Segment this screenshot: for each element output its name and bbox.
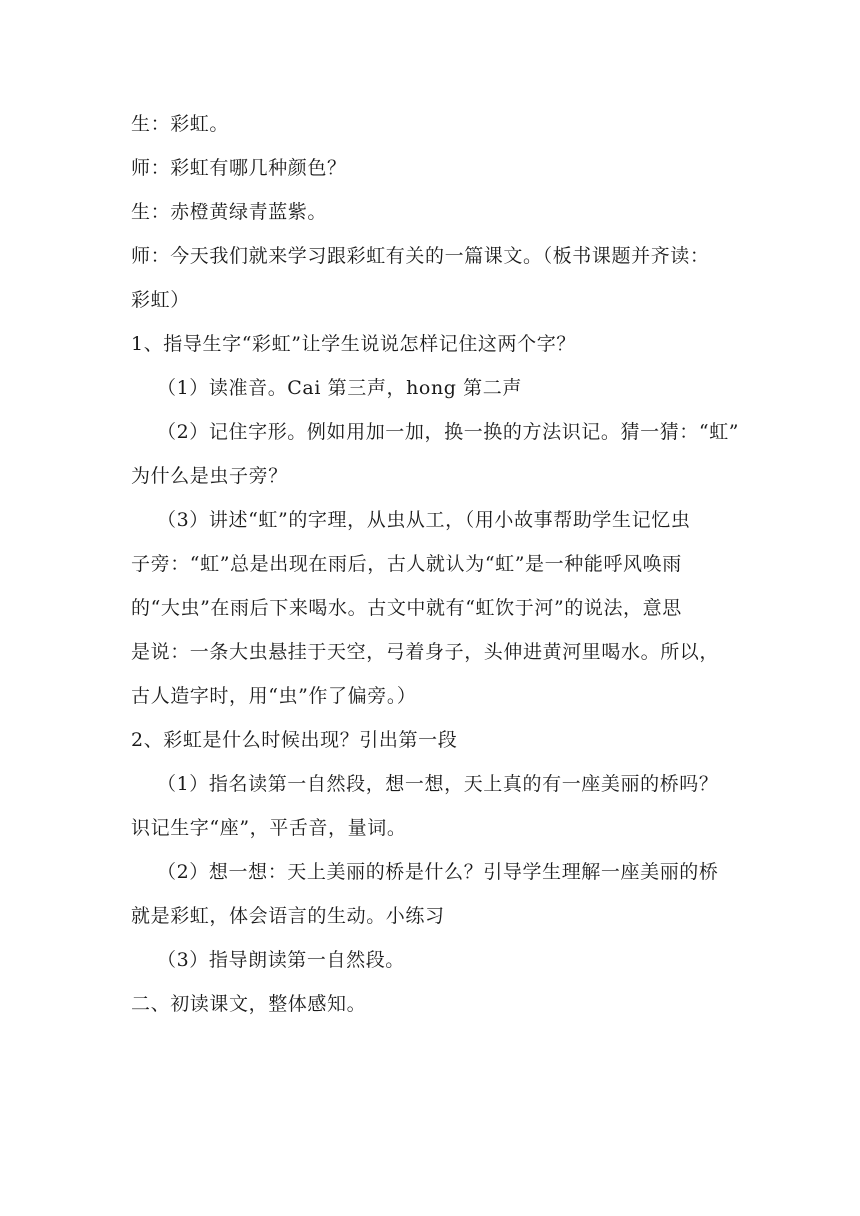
text-line: 子旁：“虹”总是出现在雨后，古人就认为“虹”是一种能呼风唤雨 [131, 553, 682, 575]
text-line: 识记生字“座”，平舌音，量词。 [131, 817, 407, 839]
text-line: 生：赤橙黄绿青蓝紫。 [131, 201, 328, 223]
text-line: 师：彩虹有哪几种颜色？ [131, 157, 347, 179]
document-body [131, 112, 740, 1036]
text-line: 1、指导生字“彩虹”让学生说说怎样记住这两个字？ [131, 333, 576, 355]
text-line: 彩虹） [131, 289, 190, 311]
text-line: （1）读准音。Cai 第三声，hong 第二声 [157, 377, 522, 399]
text-line: 生：彩虹。 [131, 113, 230, 135]
text-line: 为什么是虫子旁？ [131, 465, 288, 487]
text-line: 是说：一条大虫悬挂于天空，弓着身子，头伸进黄河里喝水。所以， [131, 641, 720, 663]
text-line: （2）记住字形。例如用加一加，换一换的方法识记。猜一猜：“虹” [157, 421, 740, 443]
text-line: 就是彩虹，体会语言的生动。小练习 [131, 905, 445, 927]
text-line: 二、初读课文，整体感知。 [131, 993, 367, 1015]
text-line: 的“大虫”在雨后下来喝水。古文中就有“虹饮于河”的说法，意思 [131, 597, 682, 619]
text-line: 古人造字时，用“虫”作了偏旁。） [131, 685, 417, 707]
text-line: 2、彩虹是什么时候出现？引出第一段 [131, 729, 458, 751]
text-line: 师：今天我们就来学习跟彩虹有关的一篇课文。（板书课题并齐读： [131, 245, 710, 267]
text-line: （3）讲述“虹”的字理，从虫从工，（用小故事帮助学生记忆虫 [157, 509, 691, 531]
text-line: （1）指名读第一自然段，想一想，天上真的有一座美丽的桥吗？ [157, 773, 719, 795]
text-line: （2）想一想：天上美丽的桥是什么？引导学生理解一座美丽的桥 [157, 861, 719, 883]
text-line: （3）指导朗读第一自然段。 [157, 949, 405, 971]
